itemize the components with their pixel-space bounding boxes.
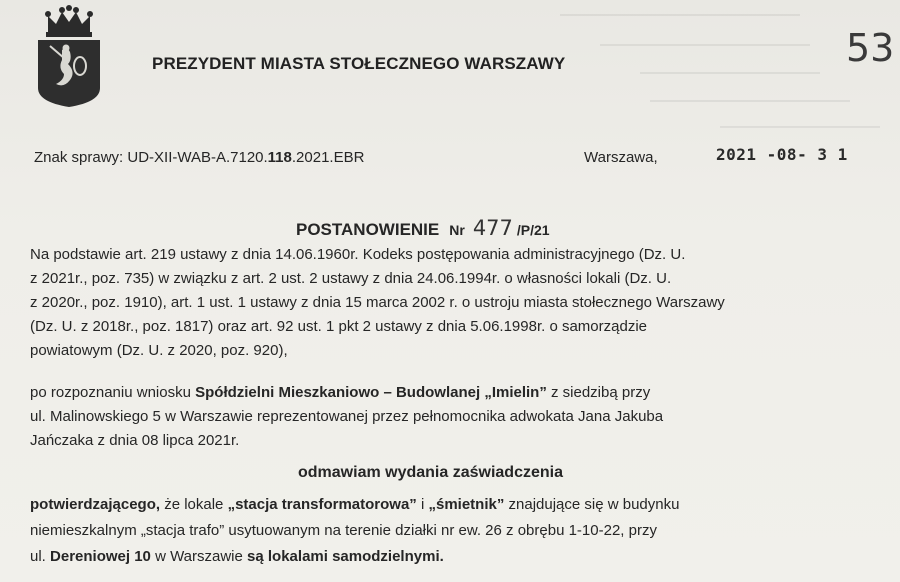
warsaw-coat-of-arms [34,4,104,108]
handwritten-page-number: 53 [846,26,895,70]
conclusion-text-street-prefix: ul. [30,548,51,565]
legal-basis-line-5: powiatowym (Dz. U. z 2020, poz. 920), [30,342,288,359]
consideration-line-3: Jańczaka z dnia 08 lipca 2021r. [30,432,240,449]
case-reference [34,149,364,166]
case-ref-number: 118 [267,149,292,166]
title-suffix: /P/21 [516,222,550,238]
consideration-line-2: ul. Malinowskiego 5 w Warszawie reprezentowanej przez pełnomocnika adwokata Jana Jakuba [30,408,664,425]
legal-basis-line-4: (Dz. U. z 2018r., poz. 1817) oraz art. 92 ust. 1 pkt 2 ustawy z dnia 5.06.1998r. o samorządzie [30,318,647,335]
case-ref-suffix: .2021.EBR [291,149,365,166]
case-ref-prefix: Znak sprawy: UD-XII-WAB-A.7120. [34,149,268,166]
conclusion-text-city: w Warszawie [150,548,248,565]
conclusion-verdict: są lokalami samodzielnymi. [247,548,444,565]
conclusion-text-b: że lokale [160,496,228,513]
place-label: Warszawa, [584,149,658,166]
legal-basis-line-3: z 2020r., poz. 1910), art. 1 ust. 1 ustawy z dnia 15 marca 2002 r. o ustroju miasta stołecznego Warszawy [30,294,725,311]
decision-statement: odmawiam wydania zaświadczenia [298,464,563,481]
title-word: POSTANOWIENIE [296,220,440,239]
title-handwritten-number: 477 [472,216,513,240]
applicant-name: Spółdzielni Mieszkaniowo – Budowlanej „Imielin” [195,384,547,401]
date-stamp: 2021 -08- 3 1 [716,145,848,164]
premises-name-1: „stacja transformatorowa” [227,496,417,513]
issuing-office-title: PREZYDENT MIASTA STOŁECZNEGO WARSZAWY [152,54,566,73]
conclusion-text-d: i [416,496,429,513]
consideration-text-a: po rozpoznaniu wniosku [30,384,196,401]
legal-basis-line-1: Na podstawie art. 219 ustawy z dnia 14.06.1960r. Kodeks postępowania administracyjnego (Dz. U. [30,246,686,263]
conclusion-line-2: niemieszkalnym „stacja trafo” usytuowanym na terenie działki nr ew. 26 z obrębu 1-10-22, przy [30,522,657,539]
title-nr-label: Nr [449,222,465,238]
address-bold: Dereniowej 10 [50,548,151,565]
document-title [296,216,550,240]
conclusion-text-f: znajdujące się w budynku [504,496,680,513]
premises-name-2: „śmietnik” [428,496,505,513]
conclusion-text-a: potwierdzającego, [30,496,161,513]
conclusion-line-3 [30,548,444,565]
legal-basis-line-2: z 2021r., poz. 735) w związku z art. 2 ust. 2 ustawy z dnia 24.06.1994r. o własności lokali (Dz. U. [30,270,672,287]
consideration-text-c: z siedzibą przy [546,384,651,401]
conclusion-line-1 [30,496,679,513]
consideration-line-1 [30,384,650,401]
